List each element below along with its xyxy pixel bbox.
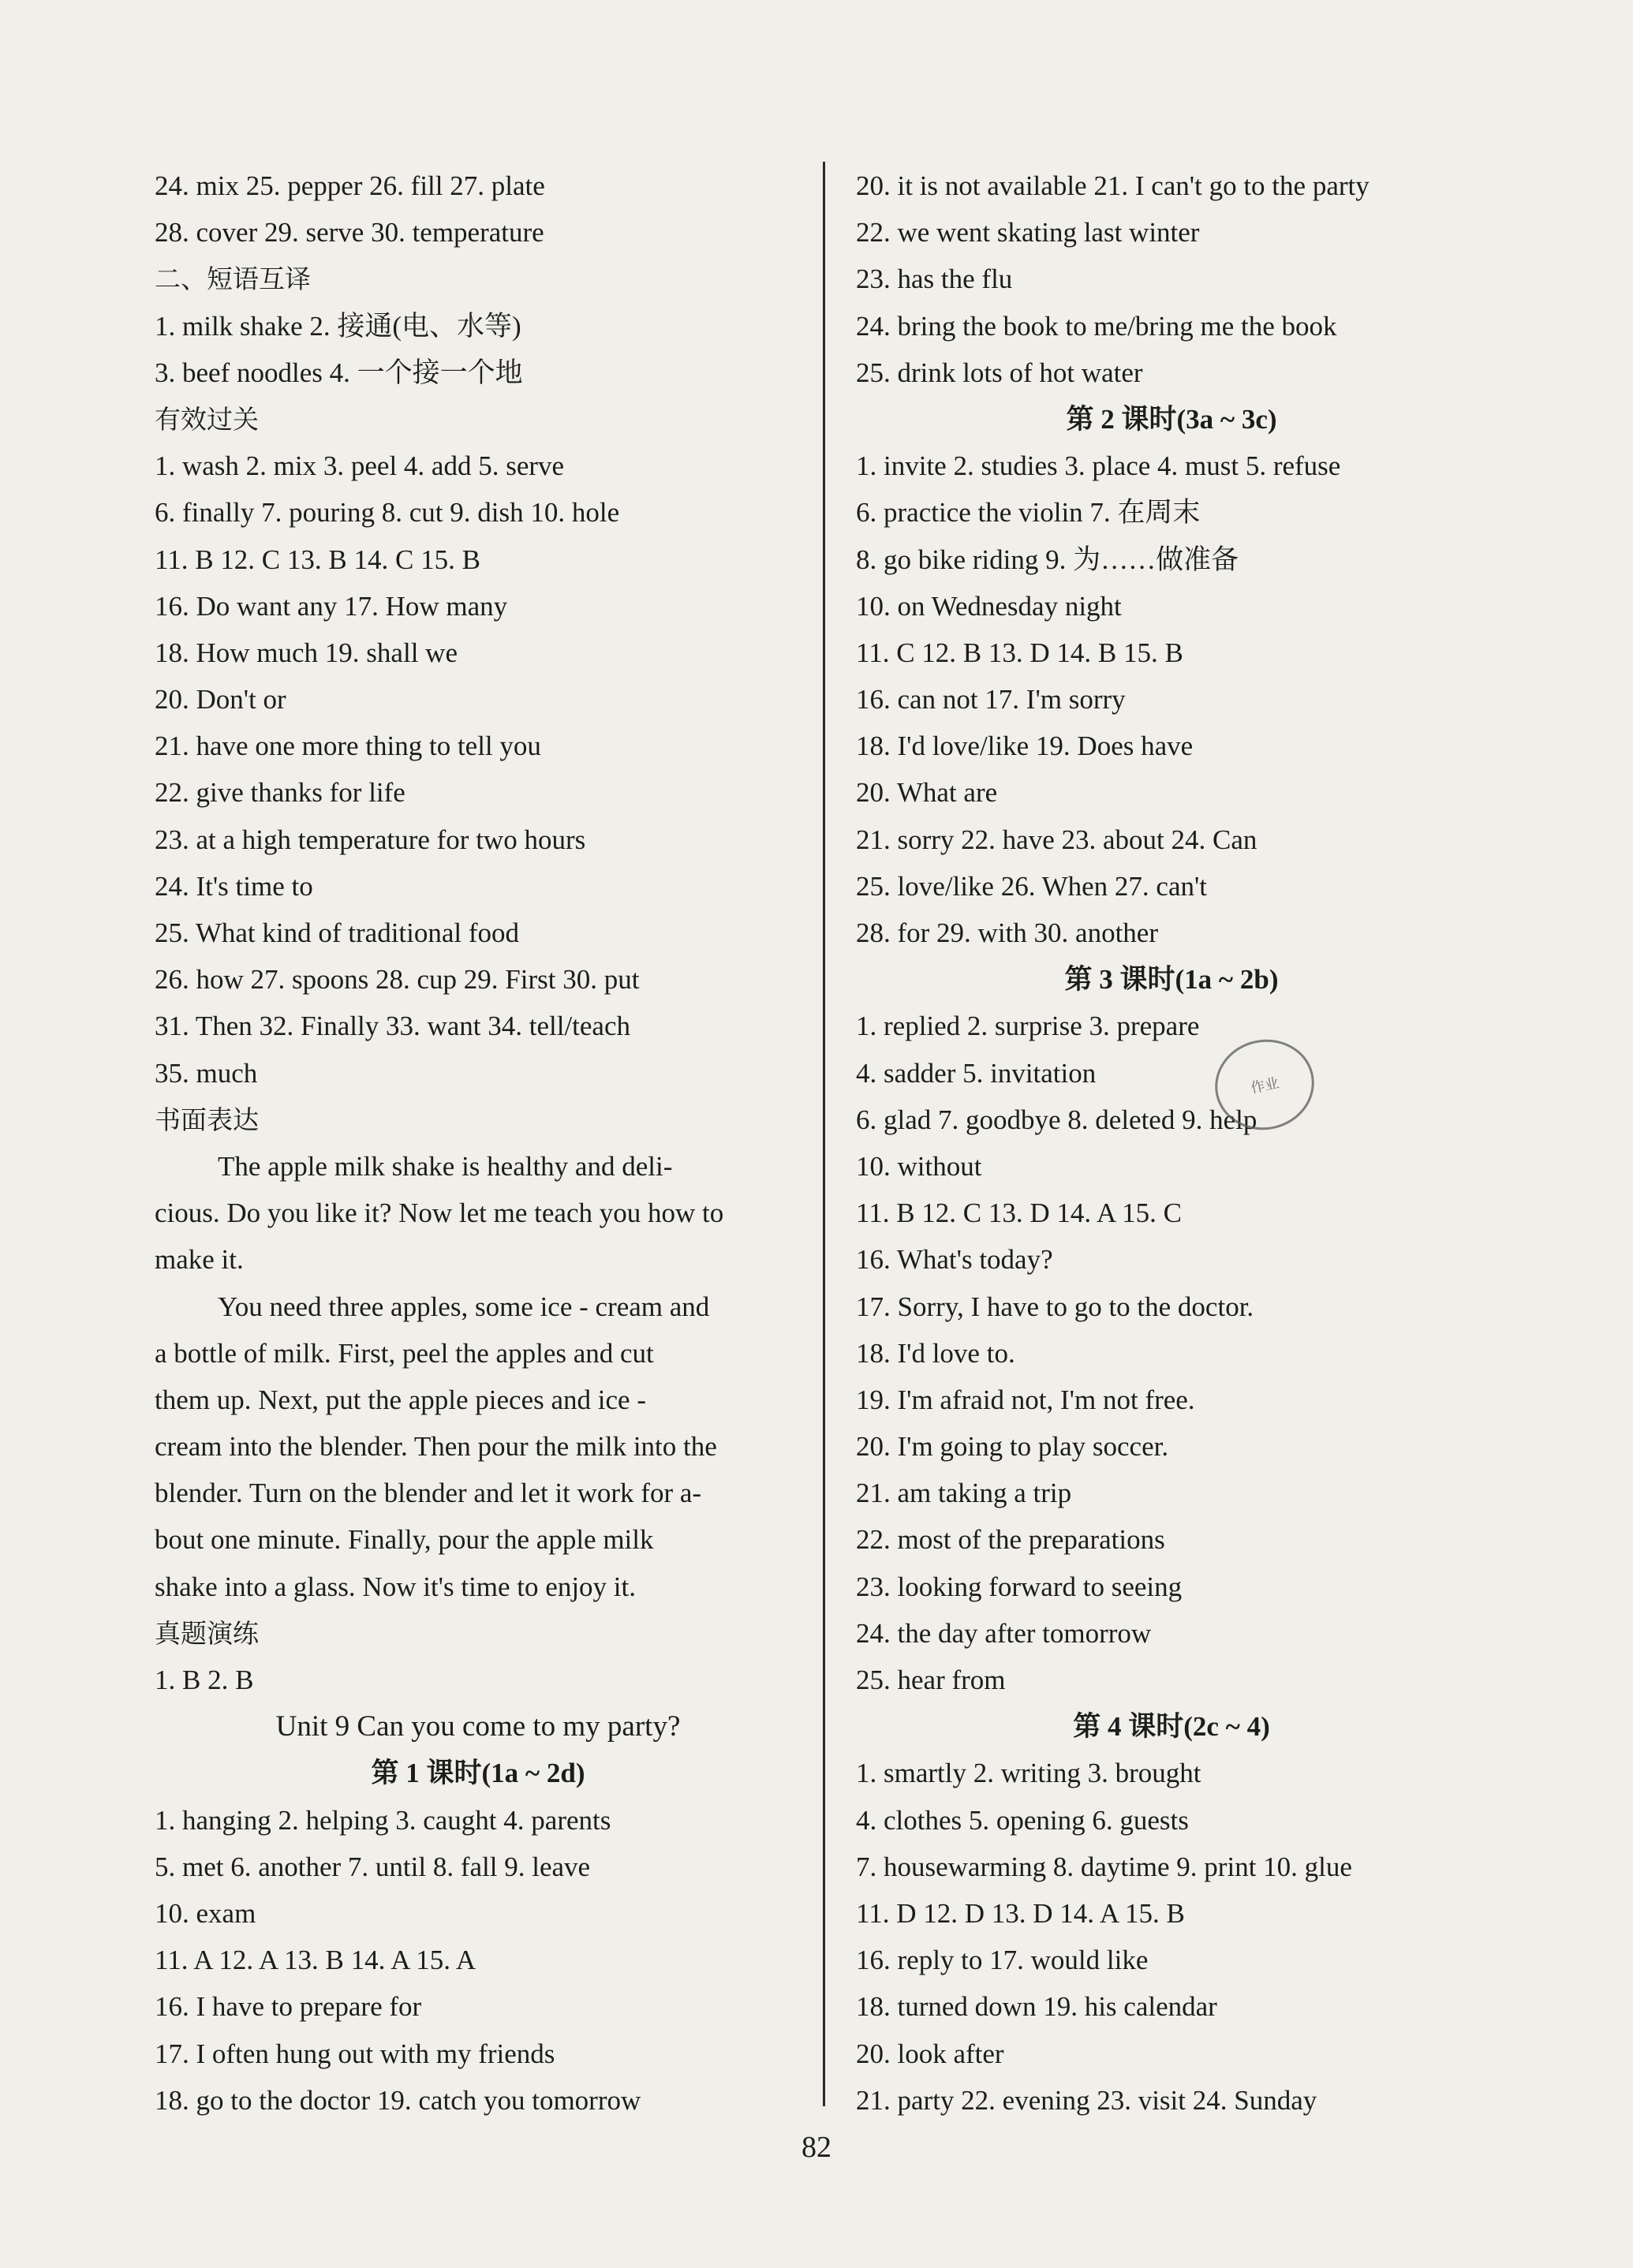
answer-line: 18. go to the doctor 19. catch you tomorrow [155,2084,641,2116]
answer-line: 1. replied 2. surprise 3. prepare [856,1011,1200,1042]
answer-line: them up. Next, put the apple pieces and ice - [155,1384,646,1415]
answer-line: 18. turned down 19. his calendar [856,1991,1217,2023]
answer-line: 1. B 2. B [155,1665,254,1695]
answer-line: 28. cover 29. serve 30. temperature [155,217,544,248]
answer-line: 5. met 6. another 7. until 8. fall 9. leave [155,1851,591,1882]
answer-line: 11. D 12. D 13. D 14. A 15. B [856,1897,1185,1929]
answer-line: 24. bring the book to me/bring me the book [856,310,1337,342]
answer-line: 19. I'm afraid not, I'm not free. [856,1384,1195,1415]
answer-line: 18. How much 19. shall we [155,637,458,668]
answer-line: 18. I'd love to. [856,1337,1015,1369]
answer-line: 17. I often hung out with my friends [155,2038,555,2069]
answer-line: 3. beef noodles 4. 一个接一个地 [155,357,523,388]
answer-line: bout one minute. Finally, pour the apple milk [155,1524,654,1556]
answer-line: 21. party 22. evening 23. visit 24. Sunday [856,2084,1317,2116]
answer-line: 21. sorry 22. have 23. about 24. Can [856,824,1257,855]
answer-line: 1. hanging 2. helping 3. caught 4. parents [155,1804,611,1836]
answer-line: 10. on Wednesday night [856,590,1122,622]
answer-line: 11. A 12. A 13. B 14. A 15. A [155,1945,476,1976]
answer-line: 22. most of the preparations [856,1524,1165,1556]
answer-line: 25. hear from [856,1665,1006,1695]
stamp-label: 作业 [1249,1074,1281,1097]
answer-line: 1. wash 2. mix 3. peel 4. add 5. serve [155,450,565,482]
answer-line: 25. What kind of traditional food [155,917,520,948]
answer-line: 10. without [856,1150,982,1182]
answer-line: You need three apples, some ice - cream and [218,1291,710,1322]
right-column [856,163,1487,2124]
answer-line: 20. I'm going to play soccer. [856,1431,1169,1463]
answer-line: 11. B 12. C 13. B 14. C 15. B [155,544,480,575]
answer-line: 6. practice the violin 7. 在周末 [856,497,1201,529]
answer-line: 16. can not 17. I'm sorry [856,684,1126,716]
answer-line: 24. It's time to [155,870,313,902]
left-column [155,163,802,2124]
column-divider [823,162,825,2106]
section-title: 真题演练 [155,1617,259,1649]
lesson-heading: 第 3 课时(1a ~ 2b) [1064,964,1279,996]
answer-line: 26. how 27. spoons 28. cup 29. First 30. put [155,964,640,996]
answer-line: 11. B 12. C 13. D 14. A 15. C [856,1198,1182,1229]
answer-line: 4. clothes 5. opening 6. guests [856,1804,1189,1836]
answer-line: 4. sadder 5. invitation [856,1057,1097,1089]
answer-line: 23. has the flu [856,263,1013,295]
answer-line: 20. it is not available 21. I can't go to the party [856,170,1370,201]
answer-line: 6. glad 7. goodbye 8. deleted 9. help [856,1104,1257,1135]
answer-line: 1. milk shake 2. 接通(电、水等) [155,310,521,342]
answer-line: 20. look after [856,2038,1004,2069]
page-number: 82 [802,2131,831,2164]
answer-line: make it. [155,1244,244,1276]
answer-line: 23. at a high temperature for two hours [155,824,586,855]
answer-line: 24. mix 25. pepper 26. fill 27. plate [155,170,545,201]
answer-line: 21. have one more thing to tell you [155,730,541,762]
answer-line: 1. invite 2. studies 3. place 4. must 5. refuse [856,450,1341,482]
answer-line: 16. Do want any 17. How many [155,590,508,622]
section-title: 书面表达 [155,1104,259,1135]
answer-line: The apple milk shake is healthy and deli- [218,1150,673,1182]
answer-line: 23. looking forward to seeing [856,1571,1183,1602]
answer-line: 8. go bike riding 9. 为……做准备 [856,544,1239,575]
answer-line: 21. am taking a trip [856,1478,1072,1509]
answer-line: 16. I have to prepare for [155,1991,422,2023]
answer-line: cious. Do you like it? Now let me teach you how to [155,1198,724,1229]
lesson-heading: 第 4 课时(2c ~ 4) [1073,1711,1270,1743]
answer-line: 25. drink lots of hot water [856,357,1143,388]
answer-line: 22. give thanks for life [155,777,405,809]
answer-line: 6. finally 7. pouring 8. cut 9. dish 10. hole [155,497,620,529]
answer-line: 20. What are [856,777,998,809]
section-title: 二、短语互译 [155,263,311,295]
section-title: 有效过关 [155,403,259,435]
answer-line: 25. love/like 26. When 27. can't [856,870,1208,902]
lesson-heading: 第 1 课时(1a ~ 2d) [371,1758,585,1789]
answer-line: 22. we went skating last winter [856,217,1200,248]
answer-line: 31. Then 32. Finally 33. want 34. tell/teach [155,1011,630,1042]
answer-line: 20. Don't or [155,684,286,716]
answer-line: 16. What's today? [856,1244,1053,1276]
answer-line: 7. housewarming 8. daytime 9. print 10. glue [856,1851,1352,1882]
answer-line: 1. smartly 2. writing 3. brought [856,1758,1201,1789]
answer-line: a bottle of milk. First, peel the apples and cut [155,1337,654,1369]
answer-line: 10. exam [155,1897,256,1929]
answer-line: 28. for 29. with 30. another [856,917,1158,948]
answer-line: cream into the blender. Then pour the milk into the [155,1431,717,1463]
answer-line: 24. the day after tomorrow [856,1617,1152,1649]
answer-line: shake into a glass. Now it's time to enjoy it. [155,1571,636,1602]
lesson-heading: 第 2 课时(3a ~ 3c) [1066,403,1277,435]
unit-title: Unit 9 Can you come to my party? [275,1710,681,1743]
answer-line: 18. I'd love/like 19. Does have [856,730,1194,762]
answer-line: blender. Turn on the blender and let it work for a- [155,1478,702,1509]
answer-line: 11. C 12. B 13. D 14. B 15. B [856,637,1183,668]
answer-line: 17. Sorry, I have to go to the doctor. [856,1291,1254,1322]
answer-line: 35. much [155,1057,258,1089]
answer-line: 16. reply to 17. would like [856,1945,1149,1976]
